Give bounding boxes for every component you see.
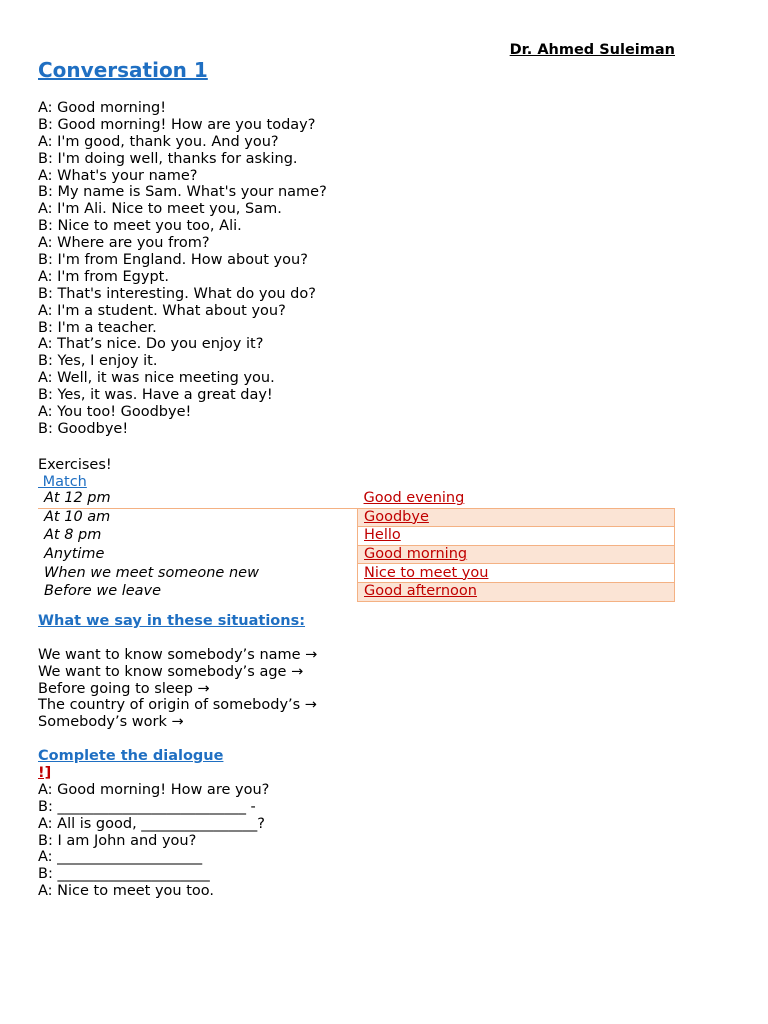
dialogue-line: A: All is good, ________________?: [38, 815, 266, 832]
conversation-line: A: Where are you from?: [38, 235, 210, 252]
match-row: [38, 508, 675, 527]
match-situation: Before we leave: [44, 583, 162, 600]
dialogue-line: B: __________________________ -: [38, 798, 256, 815]
conversation-line: B: My name is Sam. What's your name?: [38, 184, 327, 201]
conversation-line: A: What's your name?: [38, 167, 198, 184]
match-row: [38, 490, 675, 508]
conversation-line: B: Nice to meet you too, Ali.: [38, 218, 242, 235]
match-situation: Anytime: [44, 546, 105, 563]
match-row: [38, 582, 675, 601]
match-situation: At 8 pm: [44, 527, 102, 544]
conversation-line: B: I'm a teacher.: [38, 319, 157, 336]
conversation-line: A: I'm from Egypt.: [38, 268, 169, 285]
situation-line: Before going to sleep →: [38, 680, 210, 697]
match-row: [38, 564, 675, 583]
situation-line: The country of origin of somebody’s →: [38, 697, 317, 714]
match-row: [38, 545, 675, 564]
conversation-line: B: Yes, it was. Have a great day!: [38, 387, 273, 404]
conversation-line: B: I'm doing well, thanks for asking.: [38, 150, 298, 167]
match-row: [38, 527, 675, 546]
match-link[interactable]: Match: [38, 473, 87, 490]
dialogue-mark: !]: [38, 765, 52, 782]
dialogue-line: B: _____________________: [38, 866, 210, 883]
conversation-line: B: Goodbye!: [38, 420, 129, 437]
match-answer[interactable]: Nice to meet you: [358, 564, 675, 583]
match-situation: At 12 pm: [38, 490, 358, 508]
match-situation: When we meet someone new: [44, 564, 259, 581]
match-answer[interactable]: Good morning: [358, 545, 675, 564]
match-answer[interactable]: Good evening: [363, 490, 465, 507]
match-answer[interactable]: Good afternoon: [358, 582, 675, 601]
conversation-line: A: You too! Goodbye!: [38, 404, 192, 421]
conversation-line: B: Good morning! How are you today?: [38, 116, 316, 133]
dialogue-line: A: Nice to meet you too.: [38, 883, 214, 900]
dialogue-line: A: ____________________: [38, 849, 203, 866]
conversation-line: A: Good morning!: [38, 100, 167, 116]
match-answer[interactable]: Hello: [358, 527, 675, 546]
situation-line: We want to know somebody’s age →: [38, 663, 304, 680]
dialogue-line: A: Good morning! How are you?: [38, 781, 270, 798]
match-situation: At 10 am: [44, 509, 111, 526]
author-name: Dr. Ahmed Suleiman: [509, 42, 675, 58]
match-answer[interactable]: Goodbye: [358, 508, 675, 527]
conversation-line: A: I'm Ali. Nice to meet you, Sam.: [38, 201, 282, 218]
situation-line: Somebody’s work →: [38, 714, 184, 731]
dialogue-heading: Complete the dialogue: [38, 748, 224, 765]
exercises-label: Exercises!: [38, 457, 112, 473]
dialogue-line: B: I am John and you?: [38, 832, 197, 849]
match-table: [38, 490, 675, 602]
page-title: Conversation 1: [38, 58, 208, 82]
conversation-line: A: That’s nice. Do you enjoy it?: [38, 336, 264, 353]
conversation-line: B: Yes, I enjoy it.: [38, 353, 158, 370]
conversation-line: B: That's interesting. What do you do?: [38, 285, 316, 302]
conversation-line: A: Well, it was nice meeting you.: [38, 370, 275, 387]
conversation-line: A: I'm good, thank you. And you?: [38, 133, 279, 150]
situation-line: We want to know somebody’s name →: [38, 646, 318, 663]
situations-heading: What we say in these situations:: [38, 613, 306, 629]
conversation-line: B: I'm from England. How about you?: [38, 252, 308, 269]
conversation-line: A: I'm a student. What about you?: [38, 302, 286, 319]
conversation-text: [38, 100, 327, 438]
